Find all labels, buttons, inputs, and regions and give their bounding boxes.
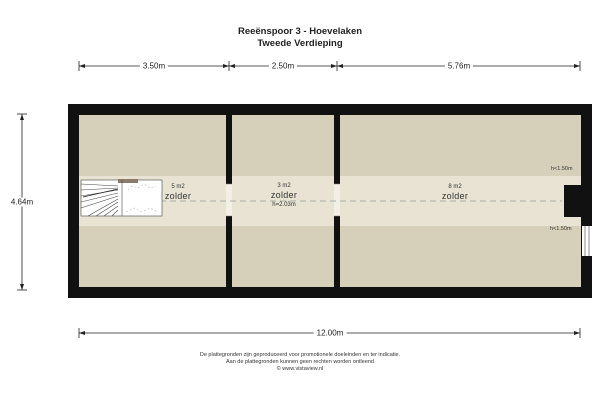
room-height-note: h=2.03m	[272, 202, 296, 208]
room-name: zolder	[270, 190, 298, 200]
dimension-width-2: 2.50m	[269, 62, 297, 71]
dimension-width-1: 3.50m	[140, 62, 168, 71]
dimension-total-width: 12.00m	[314, 329, 347, 338]
room-area: 3 m2	[277, 183, 291, 189]
staircase	[81, 179, 162, 216]
room-label-3	[442, 184, 468, 201]
room-label-1	[165, 184, 191, 201]
room-name: zolder	[441, 191, 469, 201]
room-name: zolder	[164, 191, 192, 201]
room-area: 5 m2	[171, 184, 185, 190]
room-label-2	[271, 183, 297, 209]
chimney-block	[564, 185, 592, 217]
disclaimer-line-1: De plattegronden zijn geproduceerd voor promotionele doeleinden en ter indicatie.	[199, 352, 401, 358]
dimension-height: 4.64m	[8, 198, 36, 207]
window-right	[582, 226, 592, 256]
copyright: © www.vistaview.nl	[276, 366, 324, 372]
height-note-upper: h<1.50m	[551, 166, 573, 172]
door-opening-2	[334, 184, 340, 216]
dimension-width-3: 5.76m	[445, 62, 473, 71]
room-area: 8 m2	[448, 184, 462, 190]
plan-title: Reeënspoor 3 - Hoevelaken	[237, 26, 363, 37]
height-note-lower: h<1.50m	[550, 226, 572, 232]
door-opening-1	[226, 184, 232, 216]
plan-subtitle: Tweede Verdieping	[257, 38, 343, 49]
disclaimer-line-2: Aan de plattegronden kunnen geen rechten worden ontleend	[225, 359, 374, 365]
